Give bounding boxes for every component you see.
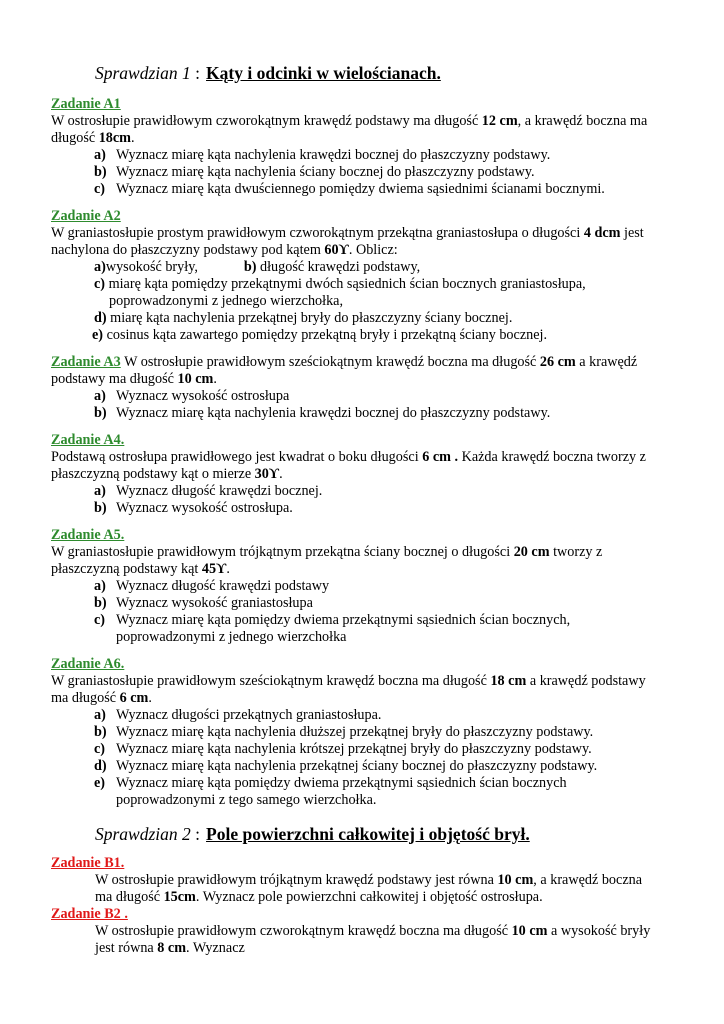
list-item: b) Wyznacz miarę kąta nachylenia ściany bocznej do płaszczyzny podstawy. [94,164,535,180]
task-text-cont: nachylona do płaszczyzny podstawy pod kątem 60ϒ. Oblicz: [51,242,398,258]
task-label: Zadanie A2 [51,208,121,224]
section-heading-2: Sprawdzian 2 : Pole powierzchni całkowitej i objętość brył. [95,824,530,844]
section-title: Kąty i odcinki w wielościanach. [206,63,441,83]
list-item: a) Wyznacz długości przekątnych graniastosłupa. [94,707,382,723]
task-label: Zadanie B1. [51,855,125,871]
list-item: b) Wyznacz wysokość graniastosłupa [94,595,313,611]
task-text: W graniastosłupie prawidłowym trójkątnym przekątna ściany bocznej o długości 20 cm tworzy z [51,544,603,560]
list-item: b) Wyznacz miarę kąta nachylenia dłuższej przekątnej bryły do płaszczyzny podstawy. [94,724,594,740]
task-label: Zadanie B2 . [51,906,128,922]
task-b2 [51,906,681,957]
list-item: a) Wyznacz miarę kąta nachylenia krawędzi bocznej do płaszczyzny podstawy. [94,147,551,163]
task-text: W graniastosłupie prostym prawidłowym czworokątnym przekątna graniastosłupa o długości 4 dcm jest [51,225,644,241]
task-a2 [51,208,681,344]
list-item: c) Wyznacz miarę kąta dwuściennego pomiędzy dwiema sąsiednimi ścianami bocznymi. [94,181,605,197]
section-label: Sprawdzian 1 [95,63,191,83]
task-text: W ostrosłupie prawidłowym czworokątnym krawędź boczna ma długość 10 cm a wysokość bryły [95,923,651,939]
task-label: Zadanie A5. [51,527,125,543]
list-item: c) miarę kąta pomiędzy przekątnymi dwóch sąsiednich ścian bocznych graniastosłupa, [94,276,586,292]
list-item: d) miarę kąta nachylenia przekątnej bryły do płaszczyzny ściany bocznej. [94,310,513,326]
list-item: c) Wyznacz miarę kąta pomiędzy dwiema przekątnymi sąsiednich ścian bocznych, [94,612,571,628]
task-text-cont: płaszczyzną podstawy kąt o mierze 30ϒ. [51,466,283,482]
task-text: W graniastosłupie prawidłowym sześciokątnym krawędź boczna ma długość 18 cm a krawędź podstawy [51,673,646,689]
document-page [51,62,681,957]
section-heading-1: Sprawdzian 1 : Kąty i odcinki w wielościanach. [95,63,441,83]
task-label: Zadanie A3 [51,354,121,370]
list-item: e) cosinus kąta zawartego pomiędzy przekątną bryły i przekątną ściany bocznej. [92,327,547,343]
list-item: c) Wyznacz miarę kąta nachylenia krótszej przekątnej bryły do płaszczyzny podstawy. [94,741,592,757]
list-item-cont: poprowadzonymi z tego samego wierzchołka. [116,792,377,808]
section-label: Sprawdzian 2 [95,824,191,844]
task-label: Zadanie A1 [51,96,121,112]
list-item: e) Wyznacz miarę kąta pomiędzy dwiema przekątnymi sąsiednich ścian bocznych [94,775,567,791]
task-text-cont: ma długość 15cm. Wyznacz pole powierzchni całkowitej i objętość ostrosłupa. [95,889,543,905]
task-text: W ostrosłupie prawidłowym czworokątnym krawędź podstawy ma długość 12 cm, a krawędź boczna ma [51,113,648,129]
task-text: W ostrosłupie prawidłowym trójkątnym krawędź podstawy jest równa 10 cm, a krawędź boczna [95,872,643,888]
list-item-cont: poprowadzonymi z jednego wierzchołka [116,629,347,645]
list-item: a) Wyznacz długość krawędzi podstawy [94,578,330,594]
task-a4 [51,432,681,517]
list-item-cont: poprowadzonymi z jednego wierzchołka, [109,293,344,309]
task-text-cont: podstawy ma długość 10 cm. [51,371,217,387]
task-text-cont: jest równa 8 cm. Wyznacz [95,940,245,956]
list-item: a) Wyznacz długość krawędzi bocznej. [94,483,323,499]
task-text-cont: ma długość 6 cm. [51,690,152,706]
task-text: Podstawą ostrosłupa prawidłowego jest kwadrat o boku długości 6 cm . Każda krawędź boczna tworzy z [51,449,646,465]
task-text: Zadanie A3 W ostrosłupie prawidłowym sześciokątnym krawędź boczna ma długość 26 cm a krawędź [51,354,638,370]
list-item: b) Wyznacz wysokość ostrosłupa. [94,500,293,516]
list-item: a) Wyznacz wysokość ostrosłupa [94,388,290,404]
task-label: Zadanie A4. [51,432,125,448]
task-a6 [51,656,681,809]
task-b1 [51,855,681,906]
task-a3 [51,354,681,422]
task-text-cont: długość 18cm. [51,130,135,146]
task-a1 [51,96,681,198]
list-item: d) Wyznacz miarę kąta nachylenia przekątnej ściany bocznej do płaszczyzny podstawy. [94,758,598,774]
task-a5 [51,527,681,646]
task-text-cont: płaszczyzną podstawy kąt 45ϒ. [51,561,230,577]
list-item: b) Wyznacz miarę kąta nachylenia krawędzi bocznej do płaszczyzny podstawy. [94,405,551,421]
section-title: Pole powierzchni całkowitej i objętość brył. [206,824,530,844]
list-item: a)wysokość bryły, b) długość krawędzi podstawy, [94,259,421,275]
task-label: Zadanie A6. [51,656,125,672]
